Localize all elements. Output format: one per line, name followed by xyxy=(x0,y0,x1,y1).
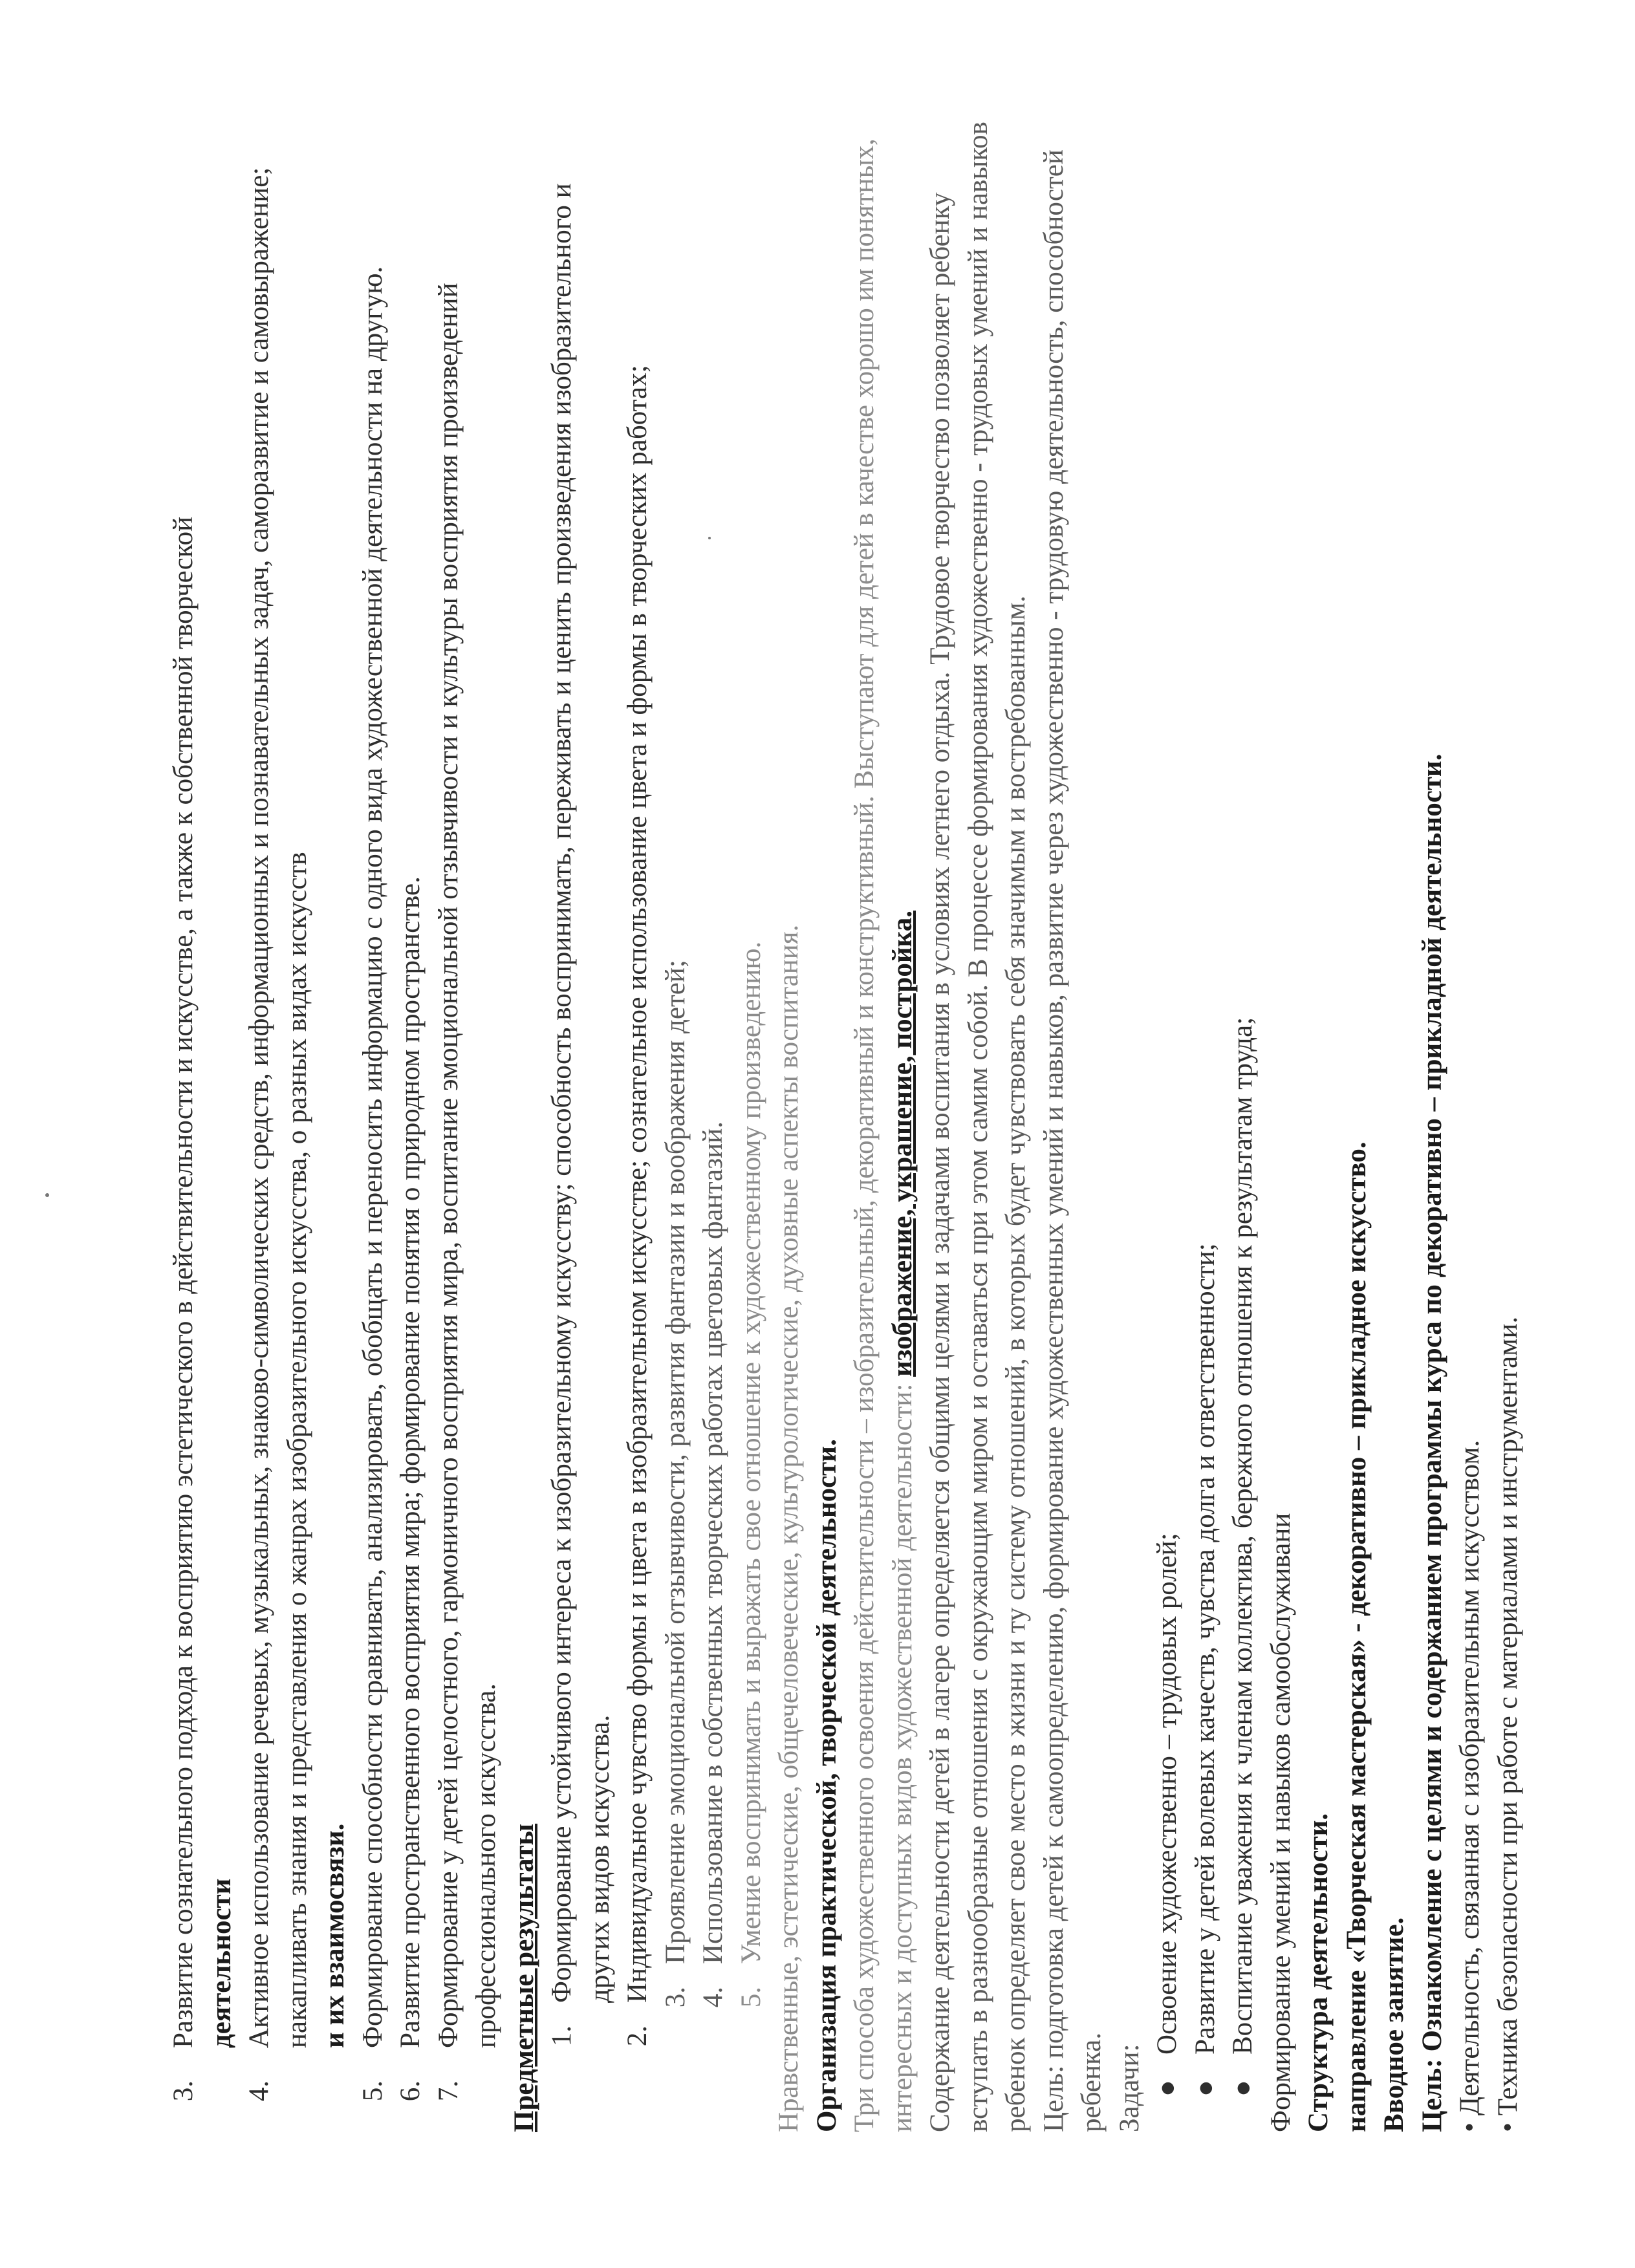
document-body xyxy=(165,95,1527,2132)
paragraph-text: Три способа художественного освоения действительности – изобразительный, декоративный и конструктивный. Выступают для детей в качестве хорошо им понятных, интересных и доступных видов художественной деятельности: xyxy=(849,138,918,2132)
aim-line: Цель: Ознакомление с целями и содержанием программы курса по декоративно – прикладной деятельности. xyxy=(1416,753,1447,2132)
task-text: Развитие у детей волевых качеств, чувства долга и ответственности; xyxy=(1189,1243,1220,2055)
goal-item-5 xyxy=(354,95,393,2132)
scan-speck xyxy=(45,1193,49,1197)
result-item-1 xyxy=(543,95,619,2132)
intro-heading: Вводное занятие. xyxy=(1379,1917,1409,2132)
result-item-5 xyxy=(733,95,771,2132)
goal-text: Формирование у детей целостного, гармоничного восприятия мира, воспитание эмоциональной отзывчивости и культуры восприятия произведений профессионального искусства. xyxy=(433,283,501,2048)
bullet-icon: ● xyxy=(1189,2080,1220,2097)
goal-item-4 xyxy=(241,95,354,2132)
list-number: 3. xyxy=(168,2080,199,2102)
list-number: 4. xyxy=(244,2080,274,2102)
direction-line: направление «Творческая мастерская» - декоративно – прикладное искусство. xyxy=(1341,1141,1372,2132)
results-closing: Нравственные, эстетические, общечеловеческие, культурологические, духовные аспекты воспитания. xyxy=(774,924,804,2132)
goal-text: Развитие сознательного подхода к восприятию эстетического в действительности и искусстве, а также к собственной творческой xyxy=(168,516,199,2048)
scan-speck xyxy=(708,537,711,539)
list-number: 3. xyxy=(660,1987,691,2008)
subject-results-section xyxy=(506,95,808,2132)
result-item-4 xyxy=(695,95,733,2132)
tasks-label: Задачи: xyxy=(1114,2044,1145,2132)
organization-paragraph-2: Содержание деятельности детей в лагере определяется общими целями и задачами воспитания в условиях летнего отдыха. Трудовое творчество позволяет ребенку вступать в разнообразные отношения с окружающим миром и оставаться при этом самим собой. В процессе формирования художественно - трудовых умений и навыков ребенок определяет свое место в жизни и ту систему отношений, в которых будет чувствовать себя значимым и востребованным. xyxy=(925,122,1031,2132)
bullet-icon: ● xyxy=(1152,2080,1182,2097)
organization-goal: Цель: подготовка детей к самоопределению, формирование художественных умений и навыков, развитие через художественно - трудовую деятельность, способностей ребенка. xyxy=(1038,149,1107,2132)
tasks-after: Формирование умений и навыков самообслуживани xyxy=(1265,1513,1296,2132)
task-text: Освоение художественно – трудовых ролей; xyxy=(1152,1533,1182,2055)
result-item-3 xyxy=(657,95,695,2132)
result-text: Использование в собственных творческих работах цветовых фантазий. xyxy=(698,1121,728,1964)
goals-list xyxy=(165,95,506,2132)
list-number: 7. xyxy=(433,2080,464,2102)
result-text: Формирование устойчивого интереса к изобразительному искусству; способность воспринимать, переживать и ценить произведения изобразительного и других видов искусства. xyxy=(547,183,615,2003)
goal-item-6 xyxy=(392,95,430,2132)
list-number: 5. xyxy=(357,2080,388,2102)
emphasis-text: изображение, украшение, постройка. xyxy=(887,911,918,1377)
goal-bold-tail: и их взаимосвязи. xyxy=(319,1823,350,2048)
task-item xyxy=(1224,95,1262,2132)
structure-section xyxy=(1300,95,1527,2132)
list-number: 4. xyxy=(698,1987,728,2008)
goal-item-3 xyxy=(165,95,241,2132)
organization-paragraph-1 xyxy=(846,95,922,2132)
structure-bullet: • Деятельность, связанная с изобразительным искусством. xyxy=(1455,1440,1485,2132)
result-item-2 xyxy=(619,95,657,2132)
list-number: 6. xyxy=(395,2080,426,2102)
tasks-section xyxy=(1111,95,1301,2132)
list-number: 1. xyxy=(547,2025,577,2047)
list-number: 2. xyxy=(622,2025,653,2047)
section-heading: Организация практической, творческой деятельности. xyxy=(811,1439,842,2132)
section-heading: Предметные результаты xyxy=(508,1823,539,2132)
section-heading: Структура деятельности. xyxy=(1303,1813,1334,2132)
goal-bold-tail: деятельности xyxy=(206,1878,237,2048)
result-text: Индивидуальное чувство формы и цвета в изобразительном искусстве; сознательное использование цвета и формы в творческих работах; xyxy=(622,365,653,2003)
result-text: Умение воспринимать и выражать свое отношение к художественному произведению. xyxy=(735,941,766,1964)
goal-item-7 xyxy=(430,95,506,2132)
task-item xyxy=(1187,95,1225,2132)
goal-text: Формирование способности сравнивать, анализировать, обобщать и переносить информацию с одного вида художественной деятельности на другую. xyxy=(357,266,388,2048)
result-text: Проявление эмоциональной отзывчивости, развития фантазии и воображения детей; xyxy=(660,960,691,1964)
structure-bullet: • Техника безопасности при работе с материалами и инструментами. xyxy=(1492,1316,1523,2132)
goal-text: Активное использование речевых, музыкальных, знаково-символических средств, информационных и познавательных задач, саморазвитие и самовыражение; накапливать знания и представления о жанрах изобразительного искусства, о разных видах искусств xyxy=(244,167,312,2048)
list-number: 5. xyxy=(735,1987,766,2008)
bullet-icon: ● xyxy=(1228,2080,1258,2097)
task-text: Воспитание уважения к членам коллектива, бережного отношения к результатам труда; xyxy=(1228,1017,1258,2055)
organization-section xyxy=(808,95,1111,2132)
task-item xyxy=(1149,95,1187,2132)
goal-text: Развитие пространственного восприятия мира; формирование понятия о природном пространстве. xyxy=(395,876,426,2048)
